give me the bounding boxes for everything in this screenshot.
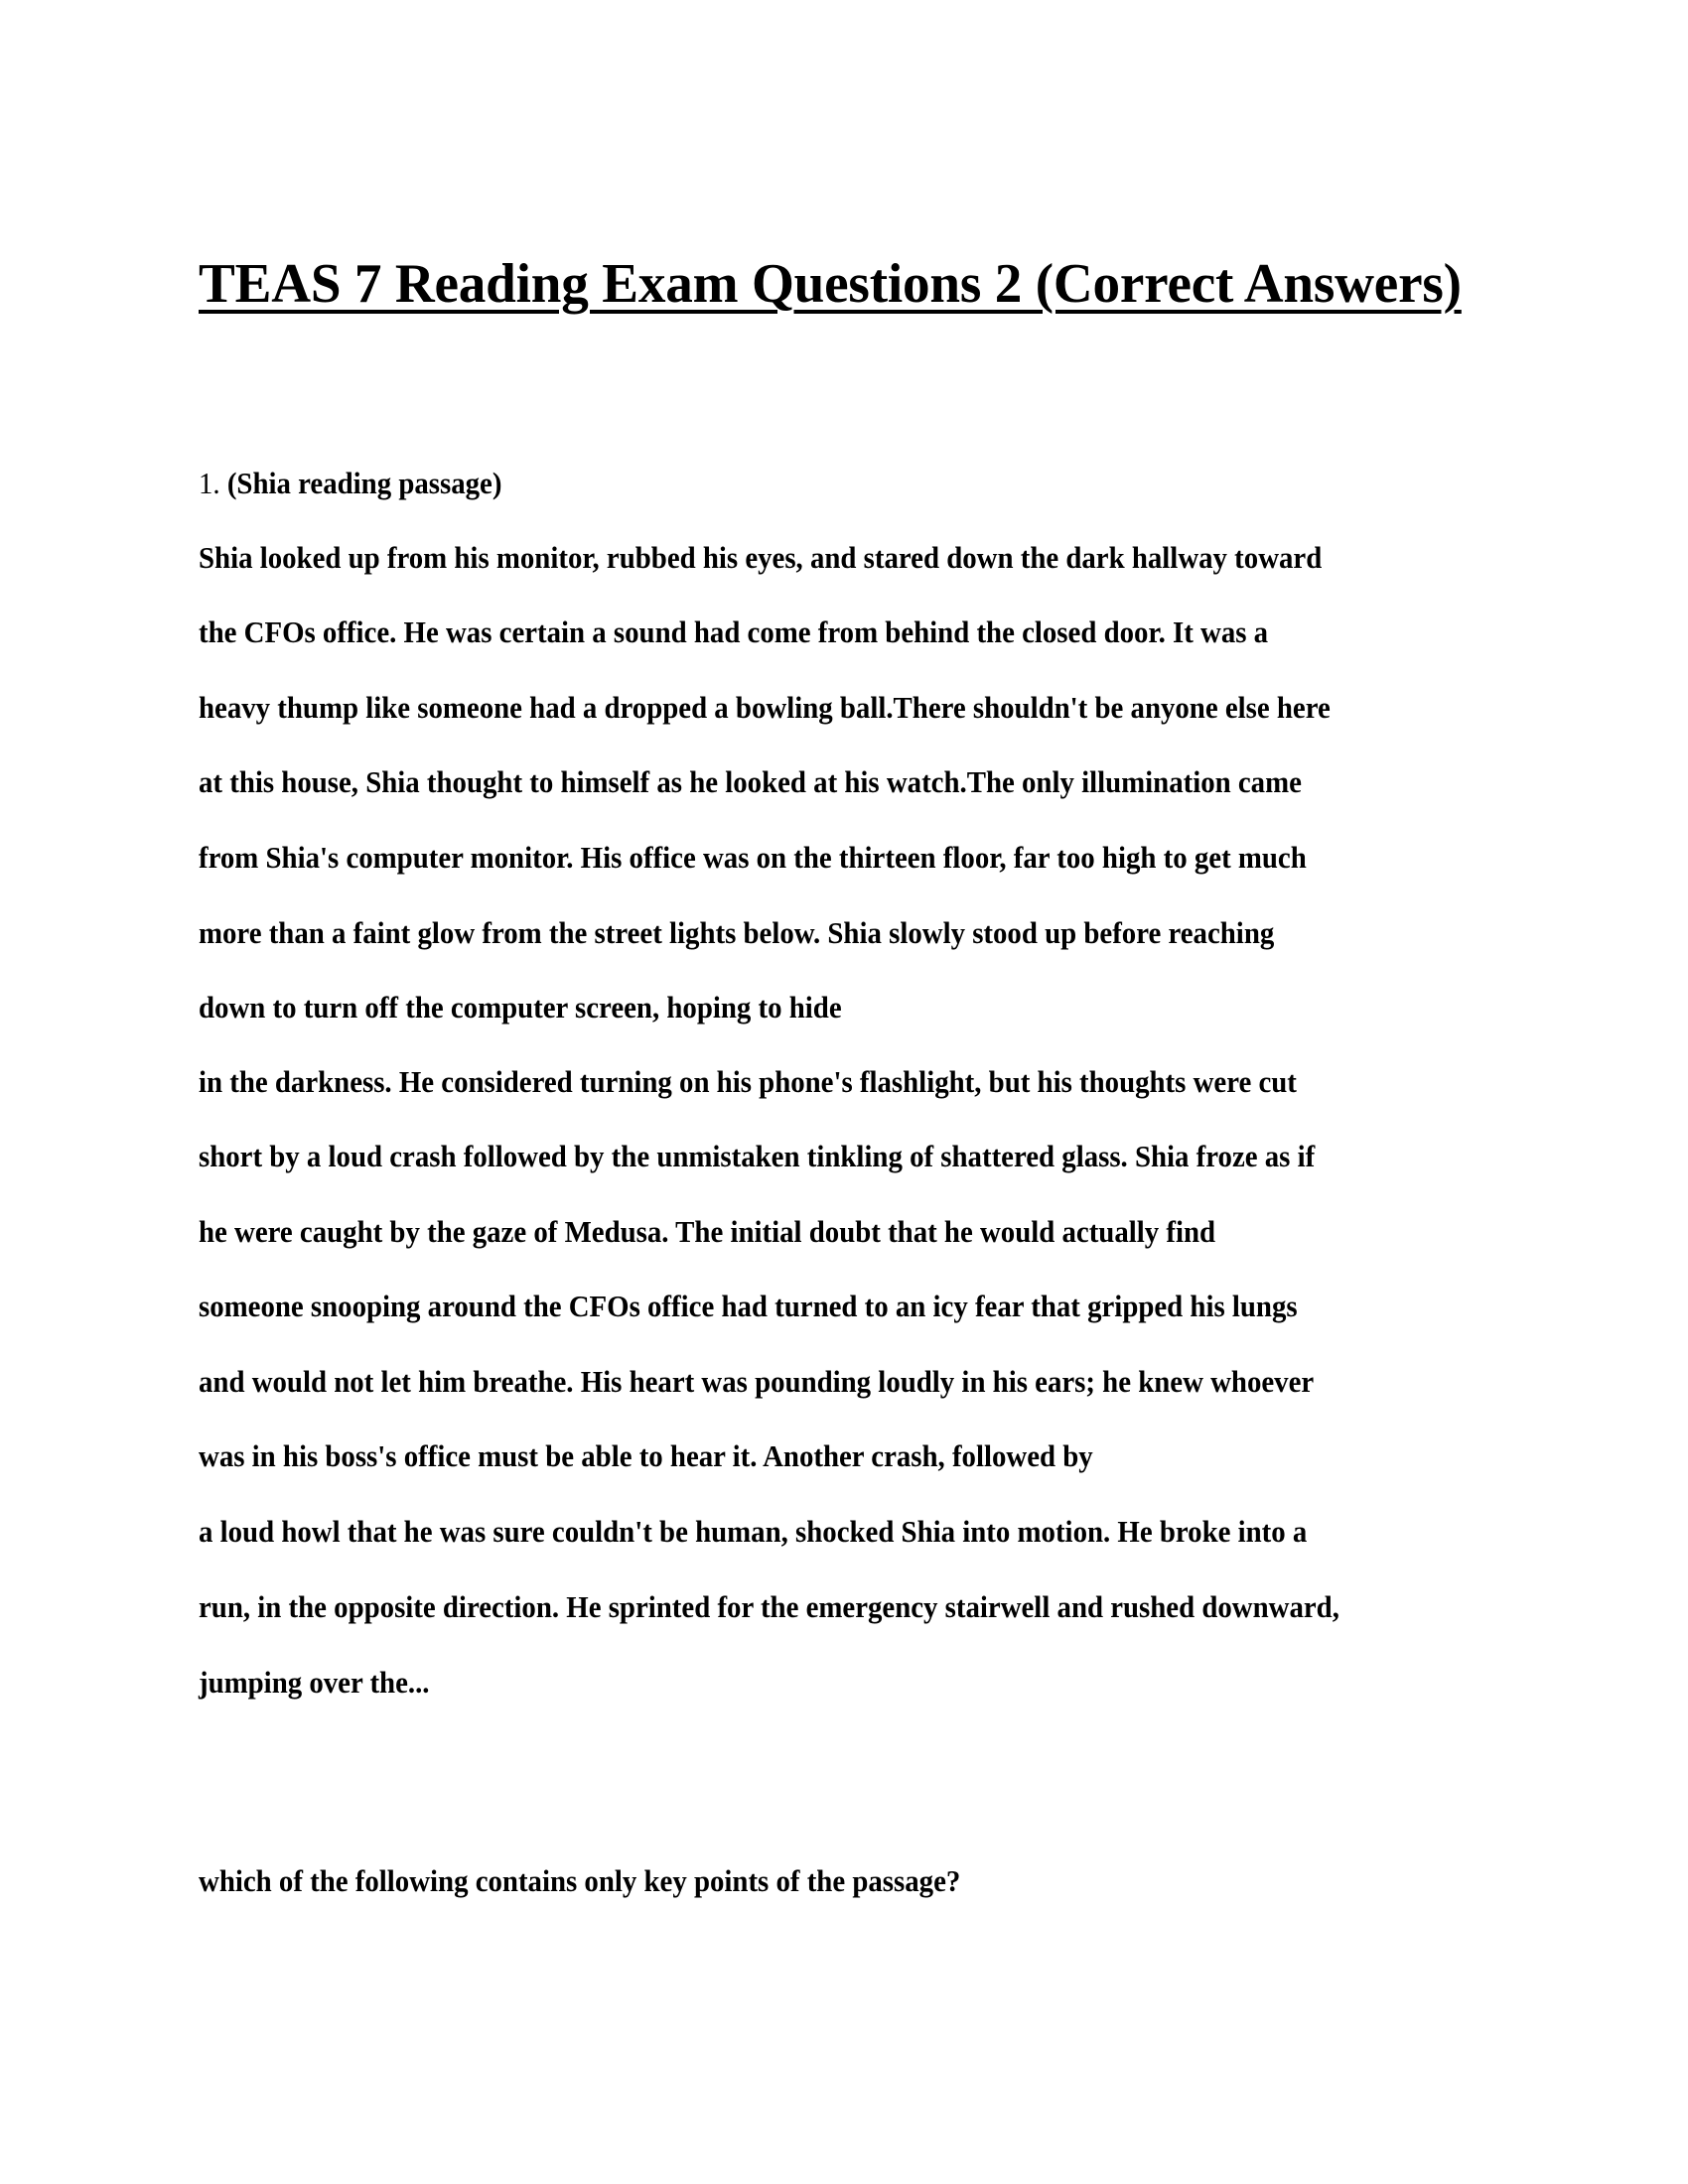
question-header	[199, 464, 501, 503]
passage-line: heavy thump like someone had a dropped a bowling ball.There shouldn't be anyone else here	[199, 690, 1331, 725]
passage-line: from Shia's computer monitor. His office was on the thirteen floor, far too high to get much	[199, 840, 1307, 875]
passage-line: more than a faint glow from the street lights below. Shia slowly stood up before reaching	[199, 915, 1275, 950]
passage-line: a loud howl that he was sure couldn't be human, shocked Shia into motion. He broke into a	[199, 1514, 1308, 1549]
passage-line: short by a loud crash followed by the unmistaken tinkling of shattered glass. Shia froze as if	[199, 1139, 1316, 1173]
question-label: (Shia reading passage)	[226, 466, 502, 500]
passage-line: he were caught by the gaze of Medusa. The initial doubt that he would actually find	[199, 1214, 1216, 1249]
passage-line: in the darkness. He considered turning on his phone's flashlight, but his thoughts were cut	[199, 1064, 1297, 1099]
passage-line: was in his boss's office must be able to hear it. Another crash, followed by	[199, 1438, 1093, 1473]
passage-line: at this house, Shia thought to himself as he looked at his watch.The only illumination came	[199, 764, 1302, 799]
page-title: TEAS 7 Reading Exam Questions 2 (Correct Answers)	[199, 253, 1462, 315]
question-prompt: which of the following contains only key points of the passage?	[199, 1863, 961, 1898]
passage-line: jumping over the...	[199, 1665, 430, 1700]
passage-line: the CFOs office. He was certain a sound had come from behind the closed door. It was a	[199, 614, 1269, 649]
passage-line: and would not let him breathe. His heart was pounding loudly in his ears; he knew whoever	[199, 1364, 1315, 1399]
passage-line: Shia looked up from his monitor, rubbed his eyes, and stared down the dark hallway toward	[199, 540, 1323, 575]
passage-line: down to turn off the computer screen, hoping to hide	[199, 990, 842, 1024]
passage-line: run, in the opposite direction. He sprinted for the emergency stairwell and rushed downward,	[199, 1589, 1339, 1624]
passage-line: someone snooping around the CFOs office had turned to an icy fear that gripped his lungs	[199, 1289, 1298, 1323]
question-number: 1.	[199, 466, 220, 500]
